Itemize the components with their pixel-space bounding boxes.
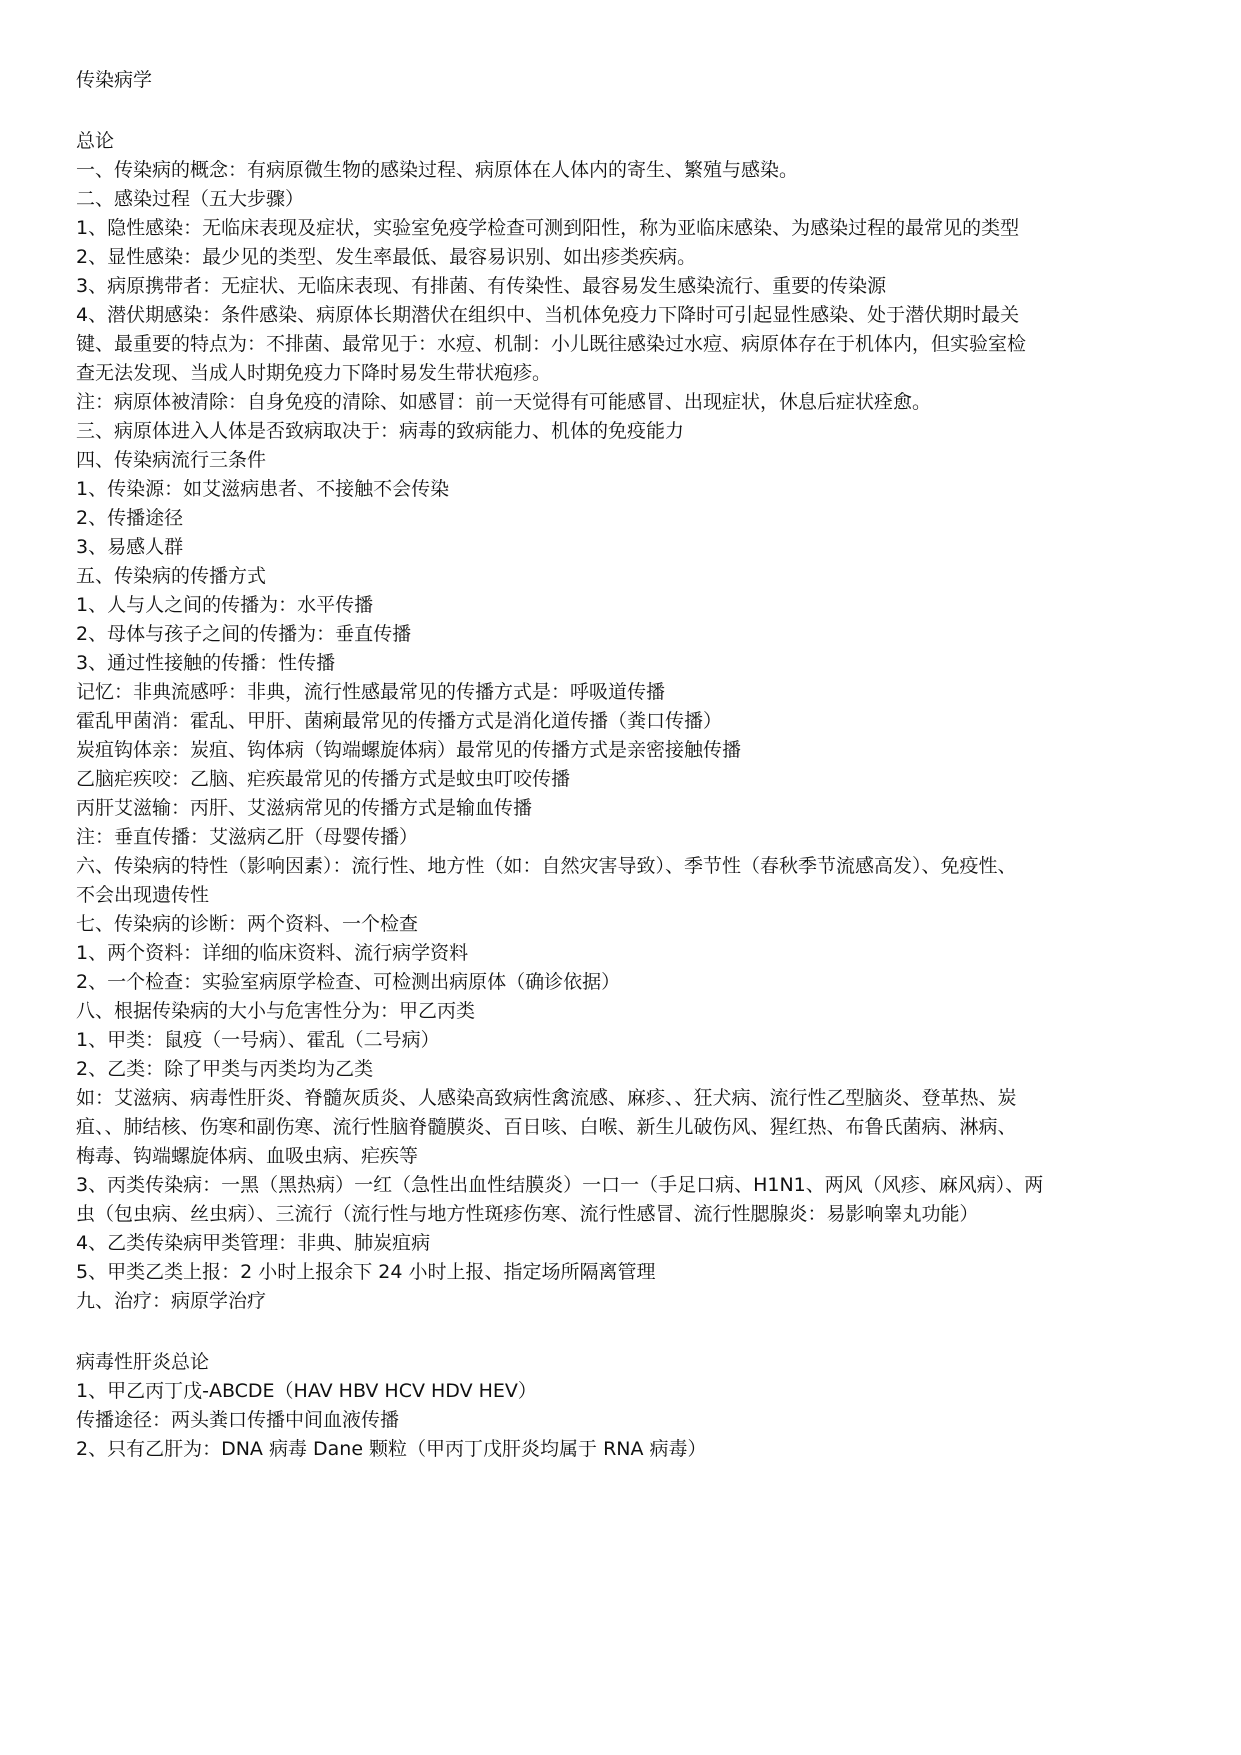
text-line: 1、隐性感染：无临床表现及症状，实验室免疫学检查可测到阳性，称为亚临床感染、为感染过程的最常见的类型 bbox=[76, 217, 1020, 239]
text-line: 1、甲乙丙丁戊-ABCDE（HAV HBV HCV HDV HEV） bbox=[76, 1380, 537, 1402]
text-line: 记忆：非典流感呼：非典，流行性感最常见的传播方式是：呼吸道传播 bbox=[76, 681, 666, 703]
text-line: 2、一个检查：实验室病原学检查、可检测出病原体（确诊依据） bbox=[76, 971, 621, 993]
text-line: 霍乱甲菌消：霍乱、甲肝、菌痢最常见的传播方式是消化道传播（粪口传播） bbox=[76, 710, 723, 732]
text-line: 五、传染病的传播方式 bbox=[76, 565, 267, 587]
text-line: 2、传播途径 bbox=[76, 507, 184, 529]
text-line: 3、易感人群 bbox=[76, 536, 184, 558]
text-line: 三、病原体进入人体是否致病取决于：病毒的致病能力、机体的免疫能力 bbox=[76, 420, 685, 442]
text-line: 5、甲类乙类上报：2 小时上报余下 24 小时上报、指定场所隔离管理 bbox=[76, 1261, 656, 1283]
text-line: 3、通过性接触的传播：性传播 bbox=[76, 652, 336, 674]
text-line: 不会出现遗传性 bbox=[76, 884, 210, 906]
text-line: 梅毒、钩端螺旋体病、血吸虫病、疟疾等 bbox=[76, 1145, 419, 1167]
text-line: 四、传染病流行三条件 bbox=[76, 449, 267, 471]
text-line: 1、两个资料：详细的临床资料、流行病学资料 bbox=[76, 942, 469, 964]
text-line: 炭疽钩体亲：炭疽、钩体病（钩端螺旋体病）最常见的传播方式是亲密接触传播 bbox=[76, 739, 742, 761]
text-line: 七、传染病的诊断：两个资料、一个检查 bbox=[76, 913, 419, 935]
text-line: 2、只有乙肝为：DNA 病毒 Dane 颗粒（甲丙丁戊肝炎均属于 RNA 病毒） bbox=[76, 1438, 707, 1460]
text-line: 3、病原携带者：无症状、无临床表现、有排菌、有传染性、最容易发生感染流行、重要的传染源 bbox=[76, 275, 887, 297]
text-line: 乙脑疟疾咬：乙脑、疟疾最常见的传播方式是蚊虫叮咬传播 bbox=[76, 768, 571, 790]
text-line: 4、潜伏期感染：条件感染、病原体长期潜伏在组织中、当机体免疫力下降时可引起显性感染、处于潜伏期时最关 bbox=[76, 304, 1020, 326]
text-line: 二、感染过程（五大步骤） bbox=[76, 188, 305, 210]
text-line: 虫（包虫病、丝虫病）、三流行（流行性与地方性斑疹伤寒、流行性感冒、流行性腮腺炎：易影响睾丸功能） bbox=[76, 1203, 979, 1225]
text-line: 2、母体与孩子之间的传播为：垂直传播 bbox=[76, 623, 412, 645]
text-line: 丙肝艾滋输：丙肝、艾滋病常见的传播方式是输血传播 bbox=[76, 797, 533, 819]
text-line: 1、甲类：鼠疫（一号病）、霍乱（二号病） bbox=[76, 1029, 440, 1051]
text-line: 2、显性感染：最少见的类型、发生率最低、最容易识别、如出疹类疾病。 bbox=[76, 246, 697, 268]
text-line: 注：病原体被清除：自身免疫的清除、如感冒：前一天觉得有可能感冒、出现症状，休息后症状痊愈。 bbox=[76, 391, 932, 413]
text-line: 注：垂直传播：艾滋病乙肝（母婴传播） bbox=[76, 826, 419, 848]
text-line: 4、乙类传染病甲类管理：非典、肺炭疽病 bbox=[76, 1232, 431, 1254]
text-line: 3、丙类传染病：一黑（黑热病）一红（急性出血性结膜炎）一口一（手足口病、H1N1、两风（风疹、麻风病）、两 bbox=[76, 1174, 1044, 1196]
text-line: 1、人与人之间的传播为：水平传播 bbox=[76, 594, 374, 616]
document-title: 传染病学 bbox=[76, 69, 153, 91]
text-line: 1、传染源：如艾滋病患者、不接触不会传染 bbox=[76, 478, 450, 500]
text-line: 2、乙类：除了甲类与丙类均为乙类 bbox=[76, 1058, 374, 1080]
text-line: 一、传染病的概念：有病原微生物的感染过程、病原体在人体内的寄生、繁殖与感染。 bbox=[76, 159, 799, 181]
text-line: 查无法发现、当成人时期免疫力下降时易发生带状疱疹。 bbox=[76, 362, 552, 384]
text-line: 如：艾滋病、病毒性肝炎、脊髓灰质炎、人感染高致病性禽流感、麻疹、、狂犬病、流行性乙型脑炎、登革热、炭 bbox=[76, 1087, 1017, 1109]
text-line: 键、最重要的特点为：不排菌、最常见于：水痘、机制：小儿既往感染过水痘、病原体存在于机体内，但实验室检 bbox=[76, 333, 1027, 355]
text-line: 六、传染病的特性（影响因素）：流行性、地方性（如：自然灾害导致）、季节性（春秋季节流感高发）、免疫性、 bbox=[76, 855, 1017, 877]
text-line: 九、治疗：病原学治疗 bbox=[76, 1290, 267, 1312]
text-line: 疽、、肺结核、伤寒和副伤寒、流行性脑脊髓膜炎、百日咳、白喉、新生儿破伤风、猩红热、布鲁氏菌病、淋病、 bbox=[76, 1116, 1017, 1138]
text-line: 传播途径：两头粪口传播中间血液传播 bbox=[76, 1409, 400, 1431]
text-line: 八、根据传染病的大小与危害性分为：甲乙丙类 bbox=[76, 1000, 476, 1022]
text-line: 总论 bbox=[76, 130, 115, 152]
section-title: 病毒性肝炎总论 bbox=[76, 1351, 210, 1373]
